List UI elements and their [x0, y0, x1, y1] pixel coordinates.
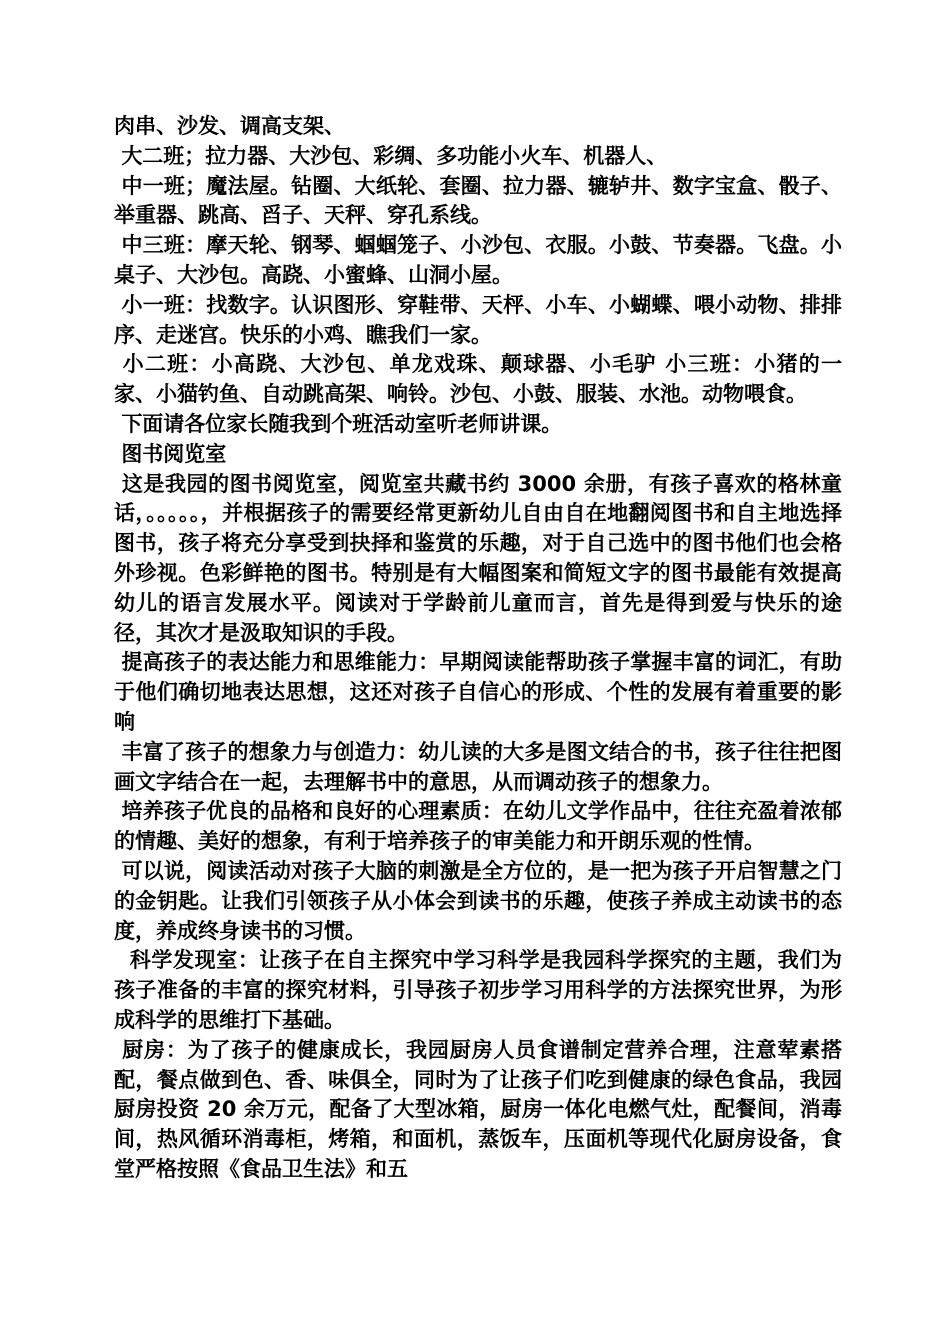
- paragraph-class-xiao-yi: 小一班：找数字。认识图形、穿鞋带、天枰、小车、小蝴蝶、喂小动物、排排序、走迷宫。快乐的小鸡、瞧我们一家。: [114, 292, 843, 347]
- paragraph-class-xiao-er-san: 小二班：小高跷、大沙包、单龙戏珠、颠球器、小毛驴 小三班：小猪的一家、小猫钓鱼、自动跳高架、响铃。沙包、小鼓、服装、水池。动物喂食。: [114, 352, 843, 407]
- paragraph-invitation: 下面请各位家长随我到个班活动室听老师讲课。: [114, 411, 563, 436]
- paragraph-class-zhong-san: 中三班：摩天轮、钢琴、蝈蝈笼子、小沙包、衣服。小鼓、节奏器。飞盘。小桌子、大沙包。高跷、小蜜蜂、山洞小屋。: [114, 233, 843, 287]
- paragraph-character: 培养孩子优良的品格和良好的心理素质：在幼儿文学作品中，往往充盈着浓郁的情趣、美好的想象，有利于培养孩子的审美能力和开朗乐观的性情。: [114, 799, 843, 854]
- paragraph-imagination: 丰富了孩子的想象力与创造力：幼儿读的大多是图文结合的书，孩子往往把图画文字结合在一起，去理解书中的意思，从而调动孩子的想象力。: [114, 739, 843, 794]
- paragraph-library-intro: 这是我园的图书阅览室，阅览室共藏书约 3000 余册，有孩子喜欢的格林童话，。。。。。，并根据孩子的需要经常更新幼儿自由自在地翻阅图书和自主地选择图书，孩子将充分享受到抉择和鉴赏的乐趣，对于自己选中的图书他们也会格外珍视。色彩鲜艳的图书。特别是有大幅图案和简短文字的图书最能有效提高幼儿的语言发展水平。阅读对于学龄前儿童而言，首先是得到爱与快乐的途径，其次才是汲取知识的手段。: [114, 471, 843, 645]
- paragraph-expression-ability: 提高孩子的表达能力和思维能力：早期阅读能帮助孩子掌握丰富的词汇，有助于他们确切地表达思想，这还对孩子自信心的形成、个性的发展有着重要的影响: [114, 650, 843, 734]
- paragraph-class-zhong-yi: 中一班；魔法屋。钻圈、大纸轮、套圈、拉力器、辘轳井、数字宝盒、骰子、举重器、跳高、舀子、天秤、穿孔系线。: [114, 173, 843, 228]
- paragraph-science-room: 科学发现室：让孩子在自主探究中学习科学是我园科学探究的主题，我们为孩子准备的丰富的探究材料，引导孩子初步学习用科学的方法探究世界，为形成科学的思维打下基础。: [114, 948, 843, 1032]
- document-page: [114, 112, 842, 1185]
- paragraph-reading-summary: 可以说，阅读活动对孩子大脑的刺激是全方位的，是一把为孩子开启智慧之门的金钥匙。让我们引领孩子从小体会到读书的乐趣，使孩子养成主动读书的态度，养成终身读书的习惯。: [114, 858, 843, 943]
- paragraph-kitchen: 厨房：为了孩子的健康成长，我园厨房人员食谱制定营养合理，注意荤素搭配，餐点做到色、香、味俱全，同时为了让孩子们吃到健康的绿色食品，我园厨房投资 20 余万元，配备了大型冰箱，厨房一体化电燃气灶，配餐间，消毒间，热风循环消毒柜，烤箱，和面机，蒸饭车，压面机等现代化厨房设备，食堂严格按照《食品卫生法》和五: [114, 1037, 843, 1181]
- section-heading-library: 图书阅览室: [114, 441, 227, 466]
- paragraph-class-da-er: 大二班；拉力器、大沙包、彩绸、多功能小火车、机器人、: [114, 143, 668, 168]
- paragraph-continued-items: 肉串、沙发、调高支架、: [114, 114, 345, 138]
